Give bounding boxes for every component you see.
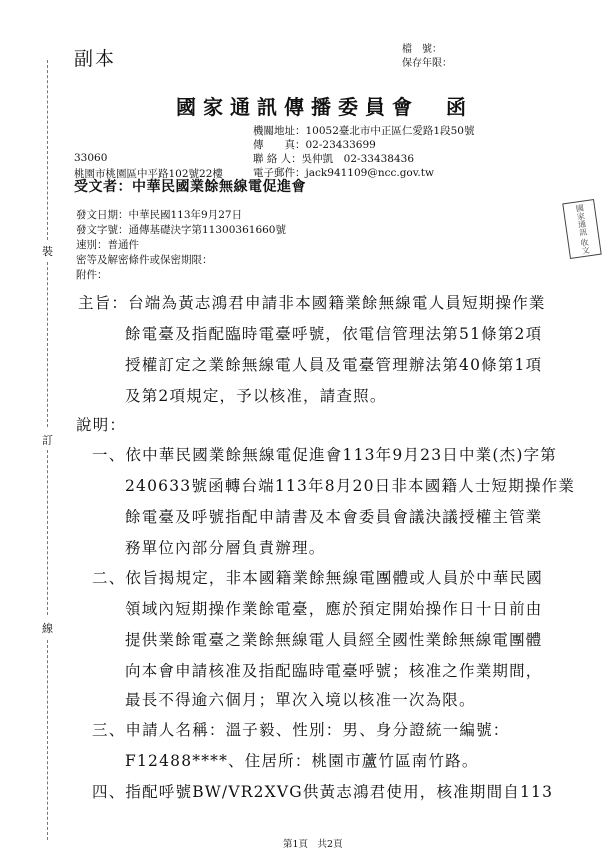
explanation-item-2: 提供業餘電臺之業餘無線電人員經全國性業餘無線電團體 (125, 631, 543, 649)
binding-mark-ding: 訂 (42, 434, 53, 447)
binding-dotted-line (47, 262, 48, 427)
subject-line: 授權訂定之業餘無線電人員及電臺管理辦法第40條第1項 (125, 356, 543, 374)
delivery-speed: 速別：普通件 (76, 239, 139, 251)
binding-mark-zhuang: 裝 (42, 245, 53, 258)
binding-dotted-line (47, 640, 48, 840)
contact-email: 電子郵件：jack941109@ncc.gov.tw (253, 167, 434, 179)
archive-number-label: 檔 號： (402, 44, 442, 55)
explanation-item-1: 餘電臺及呼號指配申請書及本會委員會議決議授權主管業 (125, 508, 543, 526)
retention-period-label: 保存年限： (402, 58, 452, 69)
page-number: 第1頁 共2頁 (283, 839, 343, 850)
explanation-item-3: F12488****、住居所：桃園市蘆竹區南竹路。 (125, 752, 479, 770)
copy-mark: 副本 (74, 48, 117, 70)
explanation-item-4: 四、指配呼號BW/VR2XVG供黃志鴻君使用，核准期間自113 (92, 783, 554, 801)
recipient-address: 桃園市桃園區中平路102號22樓 (74, 168, 223, 180)
security-classification: 密等及解密條件或保密期限： (76, 254, 213, 266)
explanation-item-2: 向本會申請核准及指配臨時電臺呼號；核准之作業期間， (125, 662, 543, 680)
explanation-item-2: 領域內短期操作業餘電臺，應於預定開始操作日十日前由 (125, 600, 543, 618)
binding-dotted-line (47, 60, 48, 240)
explanation-item-3: 三、申請人名稱：溫子毅、性別：男、身分證統一編號： (92, 721, 510, 739)
document-number: 發文字號：通傳基礎決字第11300361660號 (76, 224, 286, 236)
explanation-item-1: 務單位內部分層負責辦理。 (125, 539, 326, 557)
document-title: 國家通訊傳播委員會 函 (176, 95, 473, 119)
postal-code: 33060 (74, 152, 108, 164)
explanation-item-1: 240633號函轉台端113年8月20日非本國籍人士短期操作業 (125, 477, 576, 495)
contact-person: 聯 絡 人：吳仲凱 02-33438436 (253, 153, 415, 165)
received-stamp: 國家通訊 收文 (562, 199, 601, 259)
agency-address: 機關地址：10052臺北市中正區仁愛路1段50號 (253, 125, 475, 137)
explanation-item-1: 一、依中華民國業餘無線電促進會113年9月23日中業(杰)字第 (92, 446, 557, 464)
binding-dotted-line (47, 450, 48, 615)
binding-mark-xian: 線 (42, 622, 53, 635)
subject-line: 及第2項規定，予以核准，請查照。 (125, 387, 387, 405)
explanation-item-2: 最長不得逾六個月；單次入境以核准一次為限。 (125, 691, 476, 709)
attachments: 附件： (76, 269, 108, 281)
subject-line: 主旨：台端為黃志鴻君申請非本國籍業餘無線電人員短期操作業 (78, 294, 546, 312)
explanation-label: 說明： (76, 416, 127, 434)
explanation-item-2: 二、依旨揭規定，非本國籍業餘無線電團體或人員於中華民國 (92, 569, 543, 587)
issue-date: 發文日期：中華民國113年9月27日 (76, 209, 243, 221)
fax-number: 傳 真：02-23433699 (253, 139, 376, 151)
subject-line: 餘電臺及指配臨時電臺呼號，依電信管理法第51條第2項 (125, 325, 543, 343)
recipient: 受文者：中華民國業餘無線電促進會 (74, 179, 306, 195)
